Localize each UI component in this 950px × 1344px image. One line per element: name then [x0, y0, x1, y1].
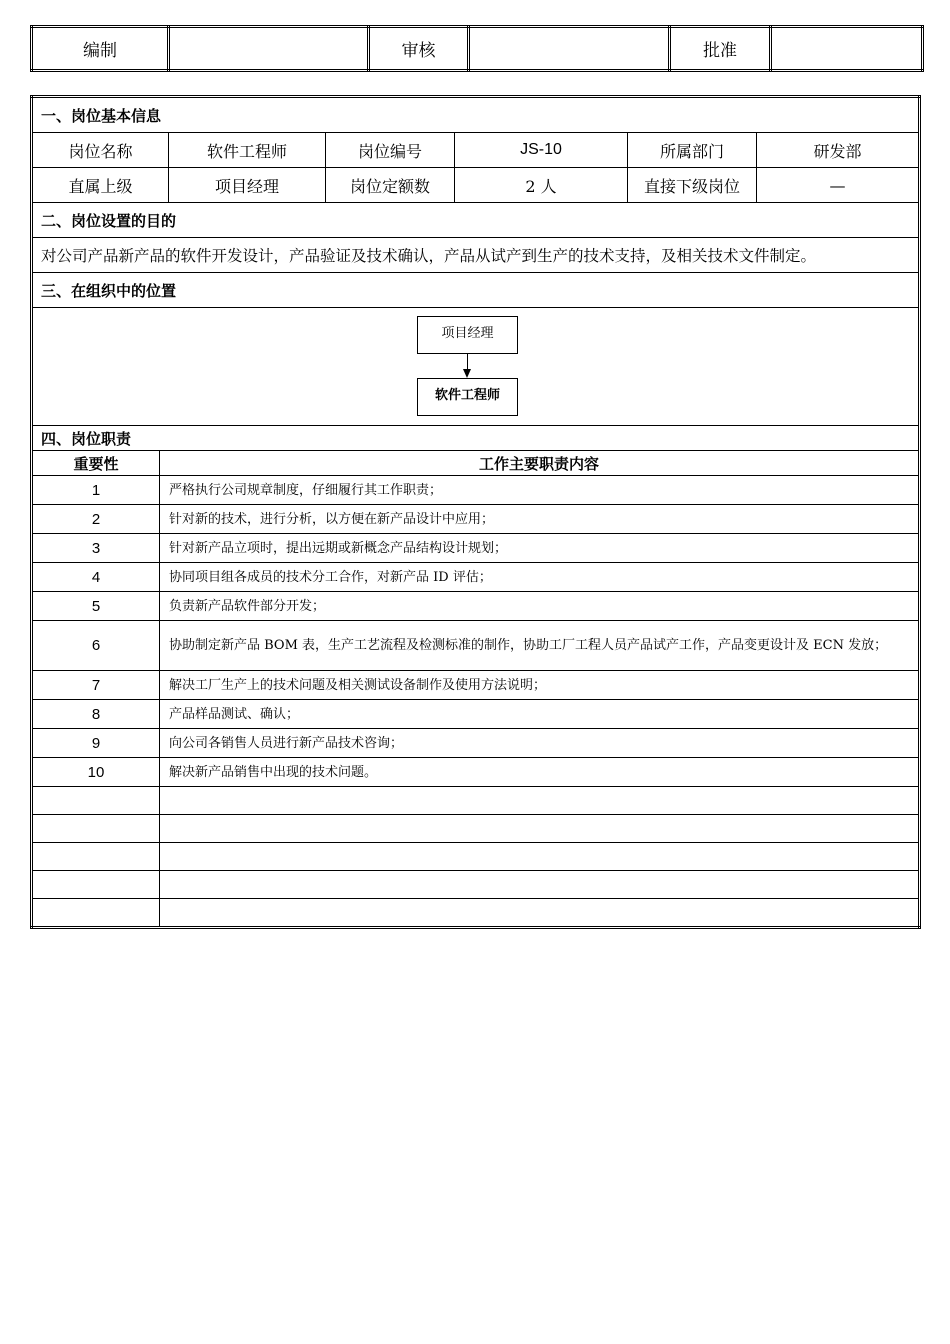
- org-arrow-line: [467, 354, 468, 370]
- empty-cell: [160, 815, 920, 843]
- empty-cell: [160, 843, 920, 871]
- duty-num: 5: [32, 592, 160, 621]
- duty-num: 9: [32, 729, 160, 758]
- table-row: [32, 505, 920, 534]
- empty-cell: [32, 899, 160, 928]
- duty-num: 2: [32, 505, 160, 534]
- duty-text: 负责新产品软件部分开发；: [160, 592, 920, 621]
- section-basic-info-title: 一、岗位基本信息: [32, 97, 920, 133]
- position-code-label: 岗位编号: [326, 133, 455, 168]
- org-box-position: 软件工程师: [417, 378, 518, 416]
- empty-cell: [160, 899, 920, 928]
- headcount-label: 岗位定额数: [326, 168, 455, 203]
- duty-num: 6: [32, 621, 160, 671]
- department-value: 研发部: [757, 133, 920, 168]
- empty-row: [32, 787, 920, 815]
- table-row: [32, 476, 920, 505]
- arrow-down-icon: [463, 369, 471, 378]
- job-description-table: [30, 95, 921, 929]
- duty-text: 协同项目组各成员的技术分工合作，对新产品 ID 评估；: [160, 563, 920, 592]
- subordinate-value: —: [757, 168, 920, 203]
- duty-text: 解决新产品销售中出现的技术问题。: [160, 758, 920, 787]
- section-org-title: 三、在组织中的位置: [32, 273, 920, 308]
- section-duties-title: 四、岗位职责: [32, 426, 920, 451]
- duty-text: 严格执行公司规章制度，仔细履行其工作职责；: [160, 476, 920, 505]
- table-row: [32, 592, 920, 621]
- reviewed-value: [469, 27, 670, 71]
- supervisor-label: 直属上级: [32, 168, 169, 203]
- duty-text: 协助制定新产品 BOM 表，生产工艺流程及检测标准的制作，协助工厂工程人员产品试产工作，产品变更设计及 ECN 发放；: [160, 621, 920, 671]
- duty-num: 10: [32, 758, 160, 787]
- table-row: [32, 621, 920, 671]
- empty-cell: [32, 815, 160, 843]
- duty-text: 针对新的技术，进行分析，以方便在新产品设计中应用；: [160, 505, 920, 534]
- importance-header: 重要性: [32, 451, 160, 476]
- empty-row: [32, 871, 920, 899]
- table-row: [32, 563, 920, 592]
- prepared-value: [169, 27, 369, 71]
- content-header: 工作主要职责内容: [160, 451, 920, 476]
- empty-cell: [32, 871, 160, 899]
- duty-num: 3: [32, 534, 160, 563]
- purpose-text: 对公司产品新产品的软件开发设计，产品验证及技术确认，产品从试产到生产的技术支持，及相关技术文件制定。: [32, 238, 920, 273]
- duty-text: 针对新产品立项时，提出远期或新概念产品结构设计规划；: [160, 534, 920, 563]
- org-box-supervisor: 项目经理: [417, 316, 518, 354]
- duty-num: 1: [32, 476, 160, 505]
- empty-cell: [32, 843, 160, 871]
- org-chart: [32, 308, 920, 426]
- position-name-label: 岗位名称: [32, 133, 169, 168]
- duty-num: 4: [32, 563, 160, 592]
- section-purpose-title: 二、岗位设置的目的: [32, 203, 920, 238]
- headcount-value: 2 人: [455, 168, 628, 203]
- prepared-label: 编制: [32, 27, 169, 71]
- approval-table: [30, 25, 924, 72]
- supervisor-value: 项目经理: [169, 168, 326, 203]
- empty-cell: [160, 871, 920, 899]
- duty-text: 向公司各销售人员进行新产品技术咨询；: [160, 729, 920, 758]
- empty-row: [32, 843, 920, 871]
- approved-label: 批准: [670, 27, 771, 71]
- department-label: 所属部门: [628, 133, 757, 168]
- duty-num: 7: [32, 671, 160, 700]
- duty-num: 8: [32, 700, 160, 729]
- table-row: [32, 729, 920, 758]
- position-name-value: 软件工程师: [169, 133, 326, 168]
- empty-row: [32, 899, 920, 928]
- table-row: [32, 758, 920, 787]
- duty-text: 产品样品测试、确认；: [160, 700, 920, 729]
- duties-header-row: [32, 451, 920, 476]
- empty-cell: [160, 787, 920, 815]
- table-row: [32, 700, 920, 729]
- approved-value: [771, 27, 923, 71]
- table-row: [32, 534, 920, 563]
- info-row-1: [32, 133, 920, 168]
- info-row-2: [32, 168, 920, 203]
- reviewed-label: 审核: [369, 27, 469, 71]
- table-row: [32, 671, 920, 700]
- duty-text: 解决工厂生产上的技术问题及相关测试设备制作及使用方法说明；: [160, 671, 920, 700]
- empty-cell: [32, 787, 160, 815]
- empty-row: [32, 815, 920, 843]
- subordinate-label: 直接下级岗位: [628, 168, 757, 203]
- position-code-value: JS-10: [455, 133, 628, 168]
